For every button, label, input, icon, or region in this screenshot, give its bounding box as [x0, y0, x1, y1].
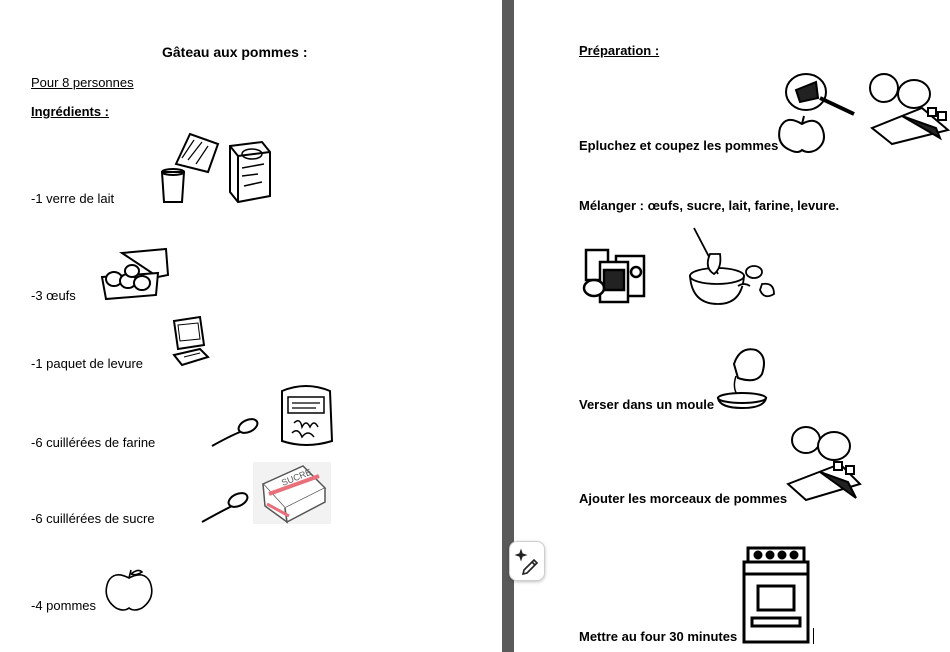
ingredient-sugar: -6 cuillérées de sucre	[31, 511, 155, 526]
apple-slices-board-icon	[862, 68, 950, 148]
yeast-packet-icon	[170, 315, 212, 367]
right-page	[514, 0, 950, 652]
peeling-apple-icon	[776, 68, 856, 154]
ingredient-yeast: -1 paquet de levure	[31, 356, 144, 371]
spoon-icon	[198, 486, 250, 526]
svg-text:SUCRE: SUCRE	[280, 466, 313, 488]
whisk-bowl-icon	[684, 224, 780, 306]
pouring-batter-icon	[714, 344, 770, 412]
spoon-icon	[208, 412, 260, 450]
text-cursor	[813, 628, 814, 644]
preparation-heading: Préparation :	[579, 43, 660, 58]
ingredients-heading: Ingrédients :	[31, 104, 110, 119]
ingredient-apples: -4 pommes	[31, 598, 97, 613]
egg-carton-icon	[98, 247, 172, 301]
sugar-box-icon	[253, 462, 331, 524]
step-peel: Epluchez et coupez les pommes	[579, 138, 779, 153]
servings-text: Pour 8 personnes	[31, 75, 134, 90]
recipe-title: Gâteau aux pommes :	[162, 44, 308, 60]
apple-icon	[104, 568, 154, 612]
ingredient-eggs: -3 œufs	[31, 288, 76, 303]
oven-icon	[740, 546, 812, 644]
milk-glass-icon	[158, 128, 274, 206]
flour-bag-icon	[276, 383, 336, 449]
sparkle-pen-icon	[510, 542, 544, 580]
ai-assist-button[interactable]	[509, 541, 545, 581]
step-pour: Verser dans un moule	[579, 397, 715, 412]
step-add-apples: Ajouter les morceaux de pommes	[579, 491, 788, 506]
apple-slices-board-icon	[784, 424, 864, 506]
ingredient-milk: -1 verre de lait	[31, 191, 115, 206]
step-mix: Mélanger : œufs, sucre, lait, farine, levure.	[579, 198, 840, 213]
ingredient-flour: -6 cuillérées de farine	[31, 435, 156, 450]
ingredients-boxes-icon	[580, 244, 650, 306]
step-bake: Mettre au four 30 minutes	[579, 629, 738, 644]
